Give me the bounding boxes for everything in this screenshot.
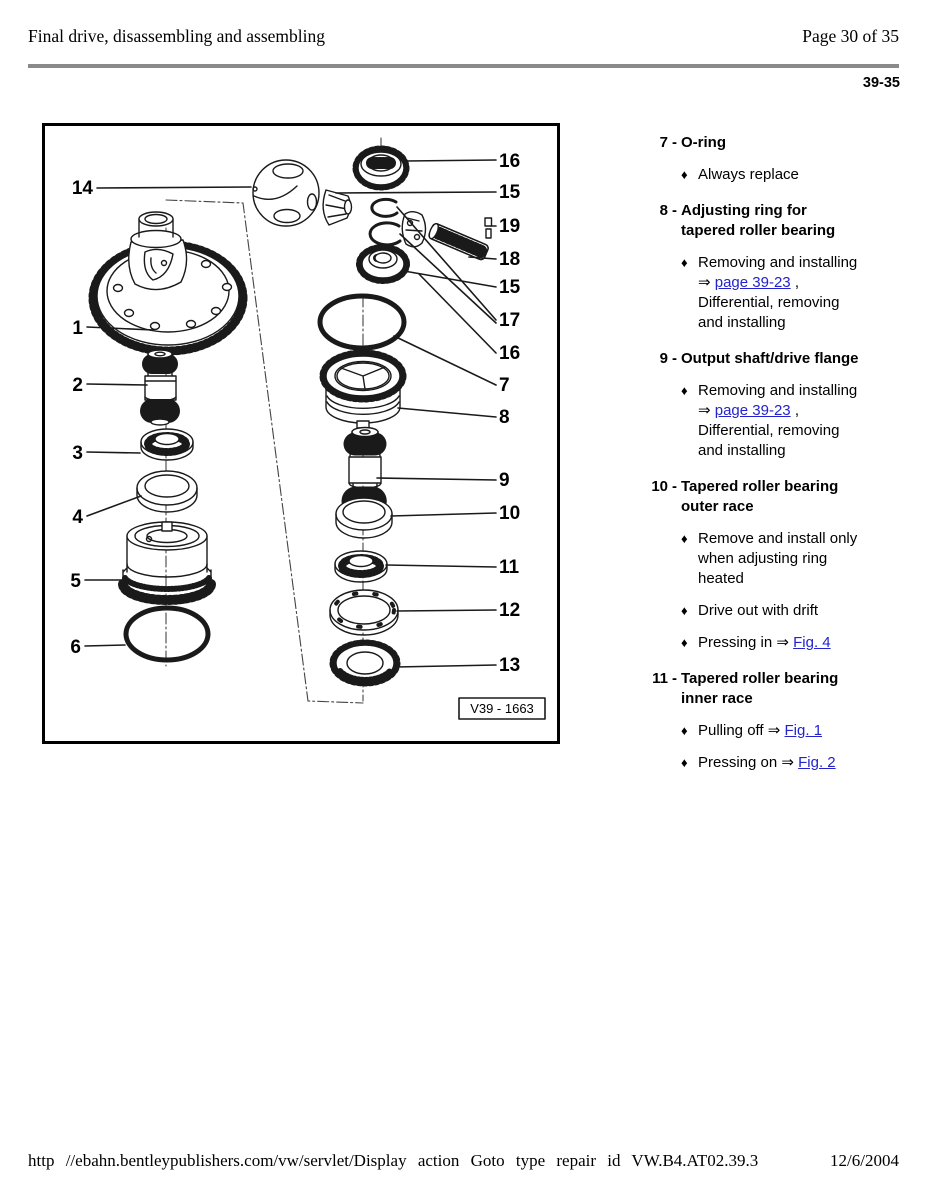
callout-label-14: 14 bbox=[71, 178, 93, 199]
part-title: Tapered roller bearing outer race bbox=[681, 478, 839, 515]
note-text-segment: Always replace bbox=[698, 166, 799, 183]
part-note-text bbox=[698, 253, 860, 333]
parts-list bbox=[648, 133, 900, 773]
note-text-segment: Pressing on ⇒ bbox=[698, 754, 799, 771]
callout-label-8: 8 bbox=[499, 407, 510, 428]
callout-label-3: 3 bbox=[72, 443, 83, 464]
callout-label-16a: 16 bbox=[499, 151, 521, 172]
part-note bbox=[648, 253, 900, 333]
part-note-text bbox=[698, 601, 818, 621]
note-text-segment: , Differential, removing and installing bbox=[698, 274, 840, 331]
part-title: Output shaft/drive flange bbox=[681, 350, 859, 367]
part-bevel-pinion-15-upper bbox=[323, 190, 351, 225]
part-side-gear-16-top bbox=[356, 149, 406, 187]
header-rule bbox=[28, 64, 899, 68]
callout-label-16b: 16 bbox=[499, 343, 521, 364]
part-note bbox=[648, 381, 900, 461]
part-bevel-gear-15-lower bbox=[360, 248, 406, 280]
part-title-row bbox=[648, 133, 900, 153]
part-number: 11 bbox=[652, 670, 668, 687]
diamond-bullet-icon: ♦ bbox=[681, 383, 688, 398]
part-adjusting-ring-8 bbox=[323, 353, 403, 428]
part-note bbox=[648, 601, 900, 621]
callout-label-9: 9 bbox=[499, 470, 510, 491]
part-circlips-17 bbox=[370, 199, 400, 244]
figure-id-label: V39 - 1663 bbox=[470, 701, 534, 716]
footer-url: http //ebahn.bentleypublishers.com/vw/servlet/Display action Goto type repair id VW.B4.AT02.39.3 bbox=[28, 1151, 759, 1170]
part-drive-pinion-2 bbox=[145, 350, 176, 425]
diamond-bullet-icon: ♦ bbox=[681, 531, 688, 546]
diamond-bullet-icon: ♦ bbox=[681, 635, 688, 650]
callout-label-6: 6 bbox=[70, 637, 81, 658]
part-note-text bbox=[698, 721, 822, 741]
cross-reference-link[interactable]: Fig. 2 bbox=[798, 754, 836, 771]
part-number: 9 bbox=[659, 350, 668, 367]
diamond-bullet-icon: ♦ bbox=[681, 723, 688, 738]
part-note bbox=[648, 529, 900, 589]
diamond-bullet-icon: ♦ bbox=[681, 603, 688, 618]
exploded-view-svg bbox=[45, 126, 557, 741]
part-item-8 bbox=[648, 201, 900, 333]
header-page-info: Page 30 of 35 bbox=[802, 26, 899, 46]
figure-id-box bbox=[459, 698, 545, 719]
cross-reference-link[interactable]: Fig. 4 bbox=[793, 634, 831, 651]
part-number: 7 bbox=[659, 134, 668, 151]
part-note-text bbox=[698, 753, 836, 773]
part-note bbox=[648, 753, 900, 773]
part-note bbox=[648, 721, 900, 741]
part-title-row bbox=[648, 349, 900, 369]
diamond-bullet-icon: ♦ bbox=[681, 755, 688, 770]
part-clutch-drum-5 bbox=[123, 522, 211, 600]
callout-label-12: 12 bbox=[499, 600, 521, 621]
note-text-segment: Pressing in ⇒ bbox=[698, 634, 794, 651]
part-note-text bbox=[698, 529, 860, 589]
part-title: Tapered roller bearing inner race bbox=[681, 670, 839, 707]
note-text-segment: Removing and installing ⇒ bbox=[698, 382, 858, 419]
part-title-row bbox=[648, 669, 900, 709]
part-note-text bbox=[698, 633, 831, 653]
exploded-diagram-figure bbox=[42, 123, 560, 744]
part-roll-pin-19 bbox=[485, 218, 492, 238]
part-title: Adjusting ring for tapered roller bearing bbox=[681, 202, 836, 239]
part-item-7 bbox=[648, 133, 900, 185]
note-text-segment: , Differential, removing and installing bbox=[698, 402, 840, 459]
callout-label-2: 2 bbox=[72, 375, 83, 396]
part-dash: - bbox=[672, 478, 677, 495]
part-title: O-ring bbox=[681, 134, 726, 151]
part-note bbox=[648, 165, 900, 185]
part-ring-nut-13 bbox=[333, 643, 397, 683]
footer-date: 12/6/2004 bbox=[830, 1151, 899, 1170]
callout-label-18: 18 bbox=[499, 249, 521, 270]
callout-label-17: 17 bbox=[499, 310, 521, 331]
callout-label-4: 4 bbox=[72, 507, 83, 528]
note-text-segment: Remove and install only when adjusting ring heated bbox=[698, 530, 858, 587]
page-header bbox=[28, 26, 899, 47]
note-text-segment: Drive out with drift bbox=[698, 602, 819, 619]
cross-reference-link[interactable]: Fig. 1 bbox=[784, 722, 823, 739]
part-shim-ring-12 bbox=[330, 590, 398, 635]
part-housing-sphere-14 bbox=[253, 160, 319, 226]
part-bearing-11 bbox=[335, 551, 387, 582]
cross-reference-link[interactable]: page 39-23 bbox=[714, 402, 791, 419]
part-item-10 bbox=[648, 477, 900, 653]
callout-label-10: 10 bbox=[499, 503, 521, 524]
callout-label-19: 19 bbox=[499, 216, 521, 237]
part-ring-gear-assembly-1 bbox=[93, 212, 243, 351]
part-note bbox=[648, 633, 900, 653]
part-title-row bbox=[648, 477, 900, 517]
part-bearing-3 bbox=[141, 429, 193, 460]
callout-label-15a: 15 bbox=[499, 182, 521, 203]
part-o-ring-6 bbox=[126, 608, 208, 660]
part-note-text bbox=[698, 381, 860, 461]
callout-label-13: 13 bbox=[499, 655, 521, 676]
part-number: 8 bbox=[659, 202, 668, 219]
part-pinion-shaft-18 bbox=[427, 222, 489, 260]
callout-label-5: 5 bbox=[70, 571, 81, 592]
part-note-text bbox=[698, 165, 799, 185]
part-dash: - bbox=[672, 350, 677, 367]
note-text-segment: Pulling off ⇒ bbox=[698, 722, 785, 739]
callout-label-15b: 15 bbox=[499, 277, 521, 298]
cross-reference-link[interactable]: page 39-23 bbox=[714, 274, 791, 291]
part-item-11 bbox=[648, 669, 900, 773]
part-o-ring-7 bbox=[320, 296, 404, 348]
note-text-segment: Removing and installing ⇒ bbox=[698, 254, 858, 291]
callout-label-7: 7 bbox=[499, 375, 510, 396]
part-dash: - bbox=[672, 134, 677, 151]
part-title-row bbox=[648, 201, 900, 241]
part-item-9 bbox=[648, 349, 900, 461]
callout-label-11: 11 bbox=[499, 557, 520, 578]
part-dash: - bbox=[672, 202, 677, 219]
part-race-ring-4 bbox=[137, 471, 197, 512]
section-code: 39-35 bbox=[862, 75, 900, 91]
diamond-bullet-icon: ♦ bbox=[681, 255, 688, 270]
part-outer-race-10 bbox=[336, 498, 392, 538]
part-dash: - bbox=[672, 670, 677, 687]
callout-label-1: 1 bbox=[72, 318, 83, 339]
page-footer bbox=[28, 1151, 899, 1171]
part-number: 10 bbox=[651, 478, 668, 495]
diamond-bullet-icon: ♦ bbox=[681, 167, 688, 182]
header-title: Final drive, disassembling and assembling bbox=[28, 26, 325, 46]
